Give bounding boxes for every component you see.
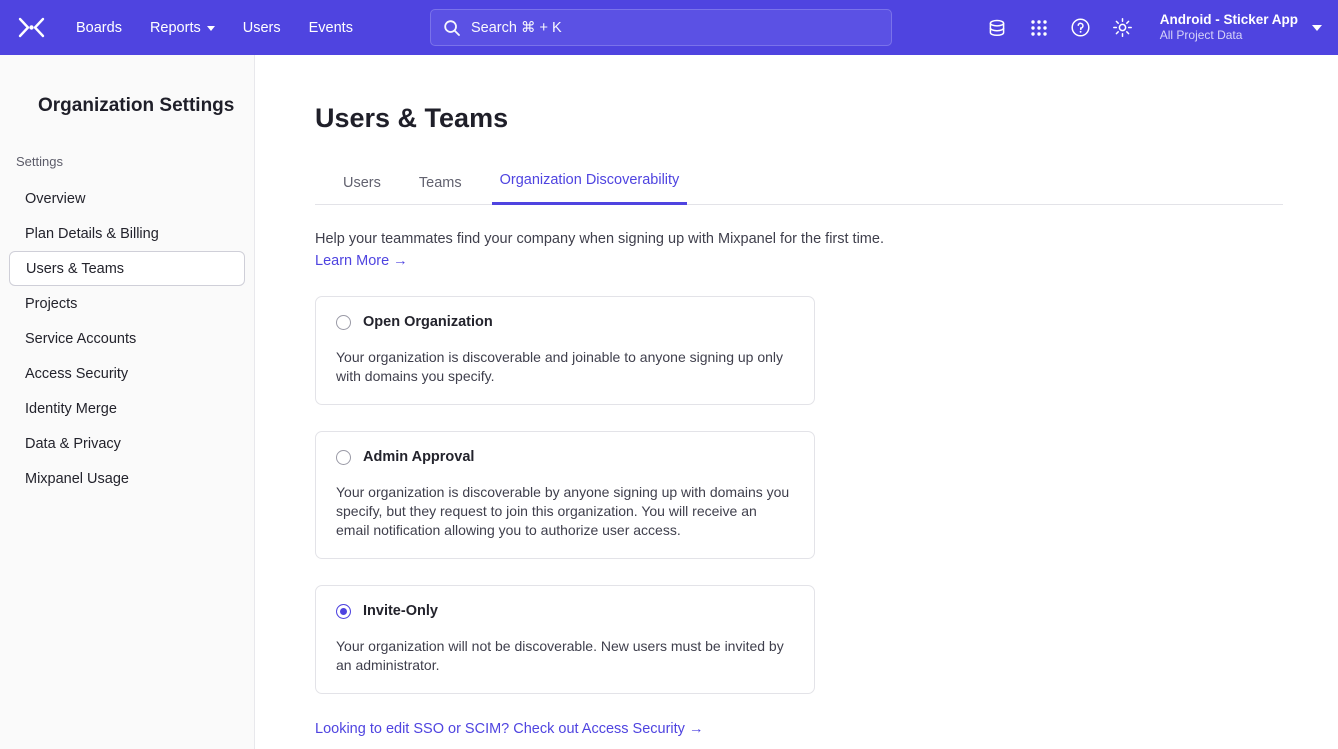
- settings-sidebar: [0, 55, 255, 749]
- top-navigation-bar: [0, 0, 1338, 55]
- sidebar-item-label: Service Accounts: [25, 330, 137, 347]
- nav-item-events[interactable]: [295, 0, 367, 55]
- option-card-open-organization[interactable]: [315, 296, 815, 405]
- tab-label: Teams: [418, 175, 462, 191]
- tab-teams[interactable]: [411, 175, 470, 205]
- database-icon[interactable]: [978, 9, 1016, 47]
- project-name: Android - Sticker App: [1159, 12, 1298, 27]
- option-title: Open Organization: [363, 314, 493, 330]
- grid-apps-icon[interactable]: [1020, 9, 1058, 47]
- nav-item-label: Boards: [76, 19, 122, 36]
- option-card-admin-approval[interactable]: [315, 431, 815, 559]
- sidebar-item-access-security[interactable]: [9, 356, 245, 391]
- option-header: [336, 314, 794, 330]
- sidebar-item-label: Data & Privacy: [25, 435, 121, 452]
- option-description: Your organization is discoverable by anyone signing up with domains you specify, but they request to join this organization. You will receive an email notification allowing you to authorize user access.: [336, 484, 790, 538]
- learn-more-link[interactable]: Learn More →: [315, 253, 408, 269]
- nav-item-reports[interactable]: [136, 0, 229, 55]
- option-description: Your organization will not be discoverable. New users must be invited by an administrator.: [336, 638, 784, 673]
- sidebar-section-label: Settings: [16, 154, 63, 169]
- sidebar-item-plan-details-billing[interactable]: [9, 216, 245, 251]
- sidebar-item-list: [0, 181, 254, 496]
- gear-icon[interactable]: [1104, 9, 1142, 47]
- mixpanel-logo[interactable]: [0, 0, 62, 55]
- nav-item-boards[interactable]: [62, 0, 136, 55]
- search-placeholder: Search ⌘ + K: [471, 19, 562, 36]
- sidebar-item-mixpanel-usage[interactable]: [9, 461, 245, 496]
- sidebar-title: Organization Settings: [38, 95, 235, 116]
- sidebar-item-data-privacy[interactable]: [9, 426, 245, 461]
- sidebar-item-label: Access Security: [25, 365, 129, 382]
- help-circle-icon[interactable]: [1062, 9, 1100, 47]
- spacer: [255, 405, 1338, 431]
- nav-item-label: Reports: [149, 19, 201, 36]
- spacer: [255, 559, 1338, 585]
- main-nav: [62, 0, 367, 55]
- chevron-down-icon: [207, 26, 215, 31]
- option-header: [336, 603, 794, 619]
- search-input[interactable]: [430, 9, 892, 46]
- sidebar-item-label: Overview: [25, 190, 86, 207]
- sidebar-item-identity-merge[interactable]: [9, 391, 245, 426]
- sidebar-item-users-teams[interactable]: [9, 251, 245, 286]
- spacer: [255, 270, 1338, 296]
- sidebar-item-label: Identity Merge: [25, 400, 117, 417]
- radio-invite-only[interactable]: [336, 604, 351, 619]
- project-scope: All Project Data: [1159, 28, 1243, 42]
- main-content: [255, 55, 1338, 749]
- chevron-down-icon: [1312, 25, 1322, 31]
- search-icon: [443, 19, 461, 37]
- nav-item-users[interactable]: [229, 0, 295, 55]
- sidebar-item-label: Projects: [25, 295, 78, 312]
- access-security-link[interactable]: Looking to edit SSO or SCIM? Check out Access Security →: [315, 721, 704, 737]
- radio-admin-approval[interactable]: [336, 450, 351, 465]
- radio-open-organization[interactable]: [336, 315, 351, 330]
- tab-label: Organization Discoverability: [499, 172, 680, 188]
- option-header: [336, 449, 794, 465]
- nav-item-label: Events: [308, 19, 353, 36]
- option-description: Your organization is discoverable and joinable to anyone signing up only with domains you specify.: [336, 349, 784, 384]
- helper-text: Help your teammates find your company when signing up with Mixpanel for the first time.: [315, 231, 884, 247]
- project-selector[interactable]: [1146, 0, 1328, 55]
- sidebar-item-label: Plan Details & Billing: [25, 225, 159, 242]
- tab-organization-discoverability[interactable]: [492, 172, 688, 205]
- tab-label: Users: [343, 175, 381, 191]
- option-title: Invite-Only: [363, 603, 438, 619]
- page-title: Users & Teams: [315, 103, 509, 133]
- tab-bar: [315, 167, 1283, 205]
- sidebar-item-projects[interactable]: [9, 286, 245, 321]
- nav-item-label: Users: [242, 19, 281, 36]
- sidebar-item-label: Mixpanel Usage: [25, 470, 129, 487]
- sidebar-item-overview[interactable]: [9, 181, 245, 216]
- sidebar-item-service-accounts[interactable]: [9, 321, 245, 356]
- sidebar-item-label: Users & Teams: [26, 260, 125, 277]
- option-title: Admin Approval: [363, 449, 475, 465]
- top-bar-actions: [978, 0, 1328, 55]
- option-card-invite-only[interactable]: [315, 585, 815, 694]
- tab-users[interactable]: [335, 175, 389, 205]
